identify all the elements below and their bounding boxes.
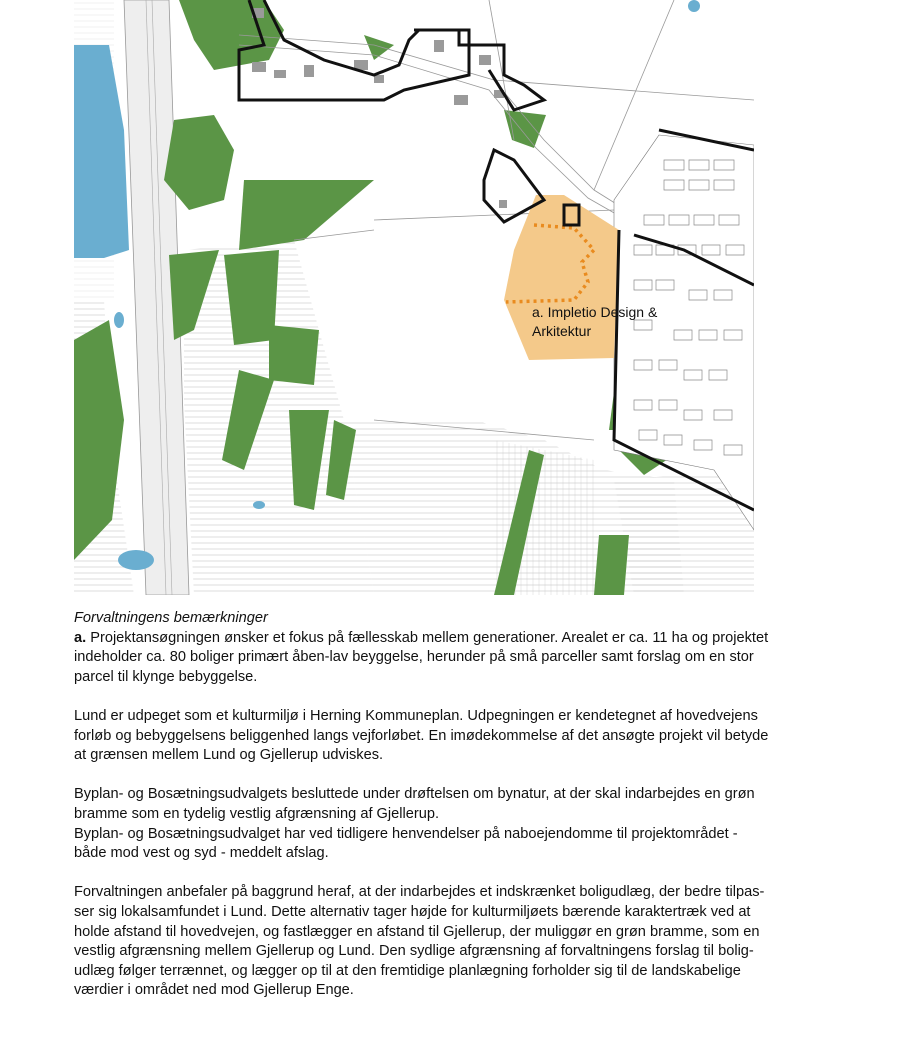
paragraph-kulturmiljo (74, 707, 864, 766)
map-label-line1: a. Impletio Design & (532, 304, 658, 320)
p2-line3: at grænsen mellem Lund og Gjellerup udviskes. (74, 747, 384, 764)
remarks-section (74, 609, 864, 1020)
section-heading: Forvaltningens bemærkninger (74, 610, 268, 626)
p1-line1: Projektansøgningen ønsker et fokus på fællesskab mellem generationer. Arealet er ca. 11 ha og projektet (90, 629, 769, 646)
p4-line4: vestlig afgrænsning mellem Gjellerup og Lund. Den sydlige afgrænsning af forvaltningens forslag til bolig- (74, 943, 754, 960)
p1-line3: parcel til klynge bebyggelse. (74, 668, 258, 685)
site-map (74, 0, 754, 595)
paragraph-recommendation (74, 883, 864, 1001)
p2-line2: forløb og bebyggelsens beliggenhed langs vejforløbet. En imødekommelse af det ansøgte projekt vil betyde (74, 727, 769, 744)
p3-line3: Byplan- og Bosætningsudvalget har ved tidligere henvendelser på naboejendomme til projektområdet - (74, 825, 738, 842)
p4-line6: værdier i området ned mod Gjellerup Enge. (74, 982, 354, 999)
paragraph-a (74, 629, 864, 688)
map-label-line2: Arkitektur (532, 323, 592, 339)
p2-line1: Lund er udpeget som et kulturmiljø i Herning Kommuneplan. Udpegningen er kendetegnet af hovedvejens (74, 707, 758, 724)
p1-line2: indeholder ca. 80 boliger primært åben-lav beyggelse, herunder på små parceller samt forslag om en stor (74, 649, 754, 666)
p4-line3: holde afstand til hovedvejen, og fastlægger en afstand til Gjellerup, der muliggør en grøn bramme, som en (74, 923, 760, 940)
paragraph-byplan (74, 785, 864, 863)
p3-line2: bramme som en tydelig vestlig afgrænsning af Gjellerup. (74, 805, 440, 822)
p3-line4: både mod vest og syd - meddelt afslag. (74, 845, 329, 862)
p4-line2: ser sig lokalsamfundet i Lund. Dette alternativ tager højde for kulturmiljøets bærende karaktertræk ved at (74, 903, 751, 920)
paragraph-marker: a. (74, 629, 87, 646)
p4-line5: udlæg følger terrænnet, og lægger op til at den fremtidige planlægning forholder sig til de landskabelige (74, 962, 741, 979)
p3-line1: Byplan- og Bosætningsudvalgets besluttede under drøftelsen om bynatur, at der skal indarbejdes en grøn (74, 786, 755, 803)
p4-line1: Forvaltningen anbefaler på baggrund heraf, at der indarbejdes et indskrænket boligudlæg, der bedre tilpas- (74, 884, 765, 901)
